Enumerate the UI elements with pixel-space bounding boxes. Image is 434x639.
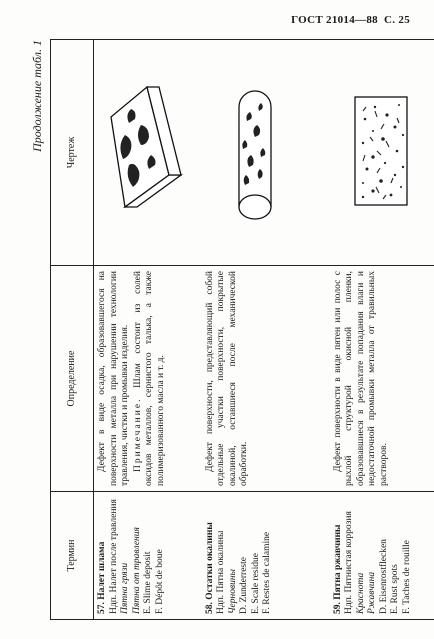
term-title: 58. Остатки окалины [204, 522, 215, 614]
term-foreign: E. Slime deposit [143, 551, 153, 614]
drawing-cell [202, 40, 330, 266]
term-foreign: E. Rust spots [390, 564, 400, 614]
rotated-table-area [28, 40, 412, 620]
column-header-definition: Определение [51, 266, 94, 492]
definition-text: Дефект в виде осадка, образовавшегося на поверхности металла при нарушении технологии травления, чистки и промывки изделия. [97, 271, 130, 486]
term-title: 57. Налет шлама [97, 541, 107, 614]
table-header-row [51, 40, 94, 620]
table-row [202, 40, 330, 620]
definition-cell [202, 266, 330, 492]
definition-text: Дефект поверхности, представляющий собой отдельные участки поверхности, покрытые окалиной, оставшиеся после механической обработки. [204, 271, 249, 486]
terms-table [50, 39, 434, 620]
term-synonym: Краснота [355, 572, 366, 614]
term-foreign: D. Eisenrostflecken [378, 539, 389, 614]
bar-scale-drawing [205, 78, 305, 228]
term-cell [202, 492, 330, 620]
term-synonym: Пятна грязи [120, 562, 130, 614]
term-synonym: Ндп. Пятнистая коррозия [344, 511, 354, 614]
page-number: С. 25 [384, 14, 410, 26]
definition-text: Дефект поверхности в виде пятен или полос с рыхлой структурой окисной пленки, образовавшиеся в результате попадания влаги и недостаточной промывки металла от травильных растворов. [332, 271, 389, 486]
term-cell [94, 492, 202, 620]
term-synonym: Пятна от травления [131, 527, 142, 614]
page-header [0, 14, 434, 30]
term-synonym: Черновины [227, 569, 238, 614]
definition-cell [330, 266, 434, 492]
term-foreign: E. Scale residue [250, 553, 261, 614]
column-header-term: Термин [51, 492, 94, 620]
term-synonym: Ндп. Пятна окалины [216, 530, 226, 614]
term-foreign: D. Zunderreste [239, 557, 249, 614]
note-text: Шлам состоит из солей оксидов металлов, сернистого талька, а также полимеризованного масла и т. д. [132, 271, 166, 486]
term-foreign: F. Dépôt de boue [154, 549, 165, 614]
table-row [94, 40, 202, 620]
rust-spots-drawing [333, 78, 433, 228]
drawing-cell [330, 40, 434, 266]
definition-cell [94, 266, 202, 492]
term-foreign: F. Taches de rouille [401, 540, 412, 614]
table-caption: Продолжение табл. 1 [30, 40, 44, 152]
term-synonym: Ндп. Налет после травления [108, 499, 119, 614]
slab-deposit-drawing [97, 78, 197, 228]
term-synonym: Ржавчина [367, 571, 377, 614]
standard-number: ГОСТ 21014—88 [291, 14, 378, 26]
page-header-text [291, 14, 410, 26]
drawing-cell [94, 40, 202, 266]
term-cell [330, 492, 434, 620]
definition-note [133, 271, 168, 486]
term-foreign: F. Restes de calamine [262, 531, 272, 614]
table-row [330, 40, 434, 620]
term-title: 59. Пятна ржавчины [332, 524, 343, 614]
note-label: Примечание. [132, 397, 143, 472]
column-header-drawing: Чертеж [51, 40, 94, 266]
